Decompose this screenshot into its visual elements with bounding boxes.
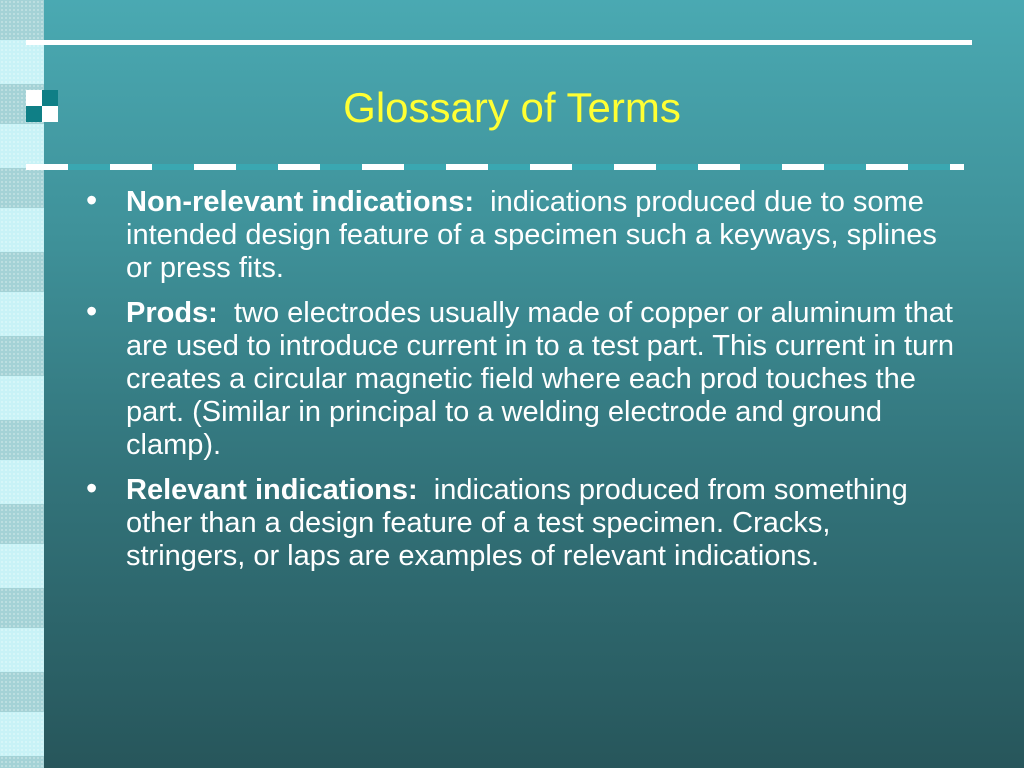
- bullet-icon: •: [86, 470, 98, 506]
- term-definition: two electrodes usually made of copper or aluminum that are used to introduce current in to a test part. This current in turn creates a circular magnetic field where each prod touches the part. (Similar in principal to a welding electrode and ground clamp).: [126, 297, 955, 461]
- term-label: Prods:: [126, 297, 218, 329]
- list-item: [86, 470, 956, 573]
- list-item: [86, 293, 956, 462]
- dashed-divider: [26, 164, 964, 170]
- list-item-text: [126, 474, 956, 573]
- list-item: [86, 182, 956, 285]
- list-item-text: [126, 297, 956, 462]
- bullet-icon: •: [86, 182, 98, 218]
- term-definition: indications produced from something other than a design feature of a test specimen. Cracks, stringers, or laps are examples of relevant indications.: [126, 474, 908, 572]
- list-item-text: [126, 186, 956, 285]
- bullet-icon: •: [86, 293, 98, 329]
- term-definition: indications produced due to some intended design feature of a specimen such a keyways, splines or press fits.: [126, 186, 937, 284]
- glossary-list: [86, 182, 956, 585]
- term-label: Non-relevant indications:: [126, 186, 475, 218]
- term-label: Relevant indications:: [126, 474, 418, 506]
- slide-title: Glossary of Terms: [343, 84, 681, 131]
- top-divider: [26, 40, 972, 45]
